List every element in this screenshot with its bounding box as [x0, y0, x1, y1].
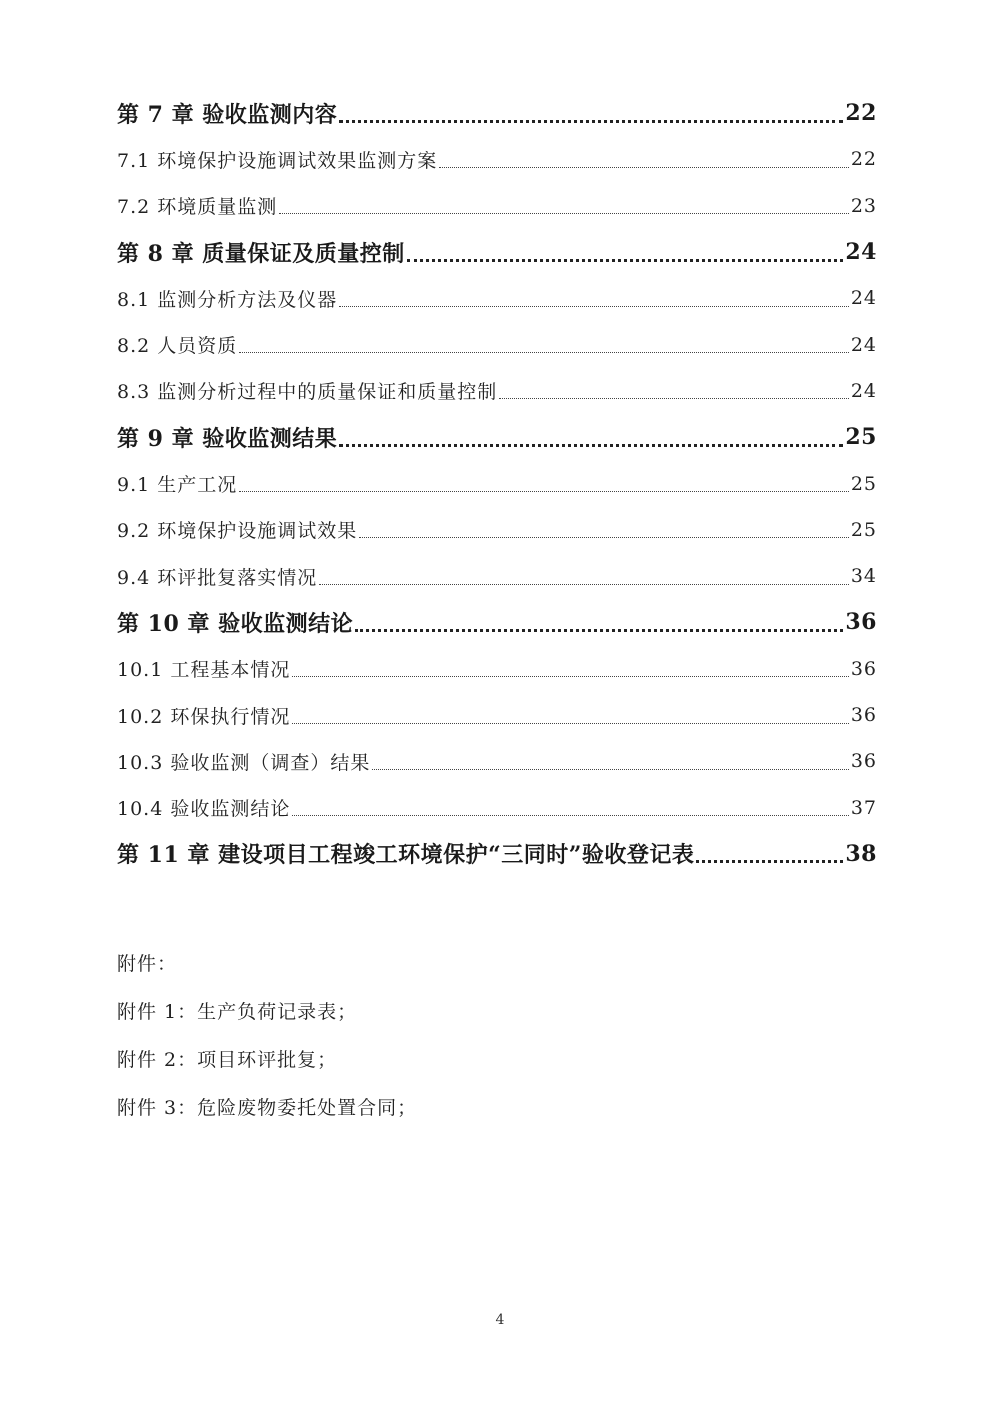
- toc-entry-title: 10.4 验收监测结论: [117, 798, 291, 821]
- toc-entry-page: 37: [850, 796, 877, 819]
- annex-item: 附件 2：项目环评批复；: [117, 1049, 338, 1071]
- toc-entry-page: 36: [850, 704, 877, 726]
- toc-dot-leader: [439, 167, 849, 168]
- toc-dot-leader: [359, 537, 849, 538]
- toc-entry-title: 9.2 环境保护设施调试效果: [117, 520, 358, 543]
- toc-chapter-entry[interactable]: [117, 831, 877, 877]
- toc-entry-title: 第 7 章 验收监测内容: [117, 101, 338, 128]
- toc-dot-leader: [339, 120, 843, 123]
- toc-section-entry[interactable]: [117, 738, 877, 784]
- toc-chapter-entry[interactable]: [117, 599, 877, 645]
- toc-section-entry[interactable]: [117, 183, 877, 229]
- toc-entry-page: 24: [850, 379, 877, 402]
- table-of-contents: [117, 90, 877, 877]
- toc-dot-leader: [339, 444, 843, 447]
- toc-entry-page: 24: [845, 239, 877, 266]
- toc-entry-title: 10.1 工程基本情况: [117, 659, 291, 682]
- toc-dot-leader: [339, 306, 849, 307]
- toc-section-entry[interactable]: [117, 136, 877, 182]
- toc-entry-page: 36: [845, 609, 877, 636]
- toc-dot-leader: [372, 769, 848, 770]
- toc-entry-title: 7.1 环境保护设施调试效果监测方案: [117, 149, 438, 172]
- toc-entry-title: 8.3 监测分析过程中的质量保证和质量控制: [117, 381, 498, 404]
- toc-section-entry[interactable]: [117, 321, 877, 367]
- toc-entry-title: 10.3 验收监测（调查）结果: [117, 751, 371, 774]
- annex-item: 附件 3：危险废物委托处置合同；: [117, 1097, 418, 1119]
- toc-entry-title: 第 10 章 验收监测结论: [117, 610, 354, 637]
- toc-entry-title: 8.2 人员资质: [117, 335, 238, 358]
- toc-entry-title: 9.4 环评批复落实情况: [117, 566, 318, 589]
- annex-heading: 附件：: [117, 953, 178, 975]
- toc-dot-leader: [292, 815, 848, 816]
- toc-chapter-entry[interactable]: [117, 90, 877, 136]
- toc-entry-page: 38: [845, 840, 877, 867]
- toc-section-entry[interactable]: [117, 784, 877, 830]
- toc-entry-page: 34: [850, 565, 877, 588]
- toc-dot-leader: [319, 584, 849, 585]
- toc-entry-page: 25: [850, 518, 877, 541]
- toc-entry-page: 22: [845, 100, 877, 127]
- toc-section-entry[interactable]: [117, 553, 877, 599]
- toc-dot-leader: [239, 352, 849, 353]
- toc-entry-page: 24: [850, 333, 877, 356]
- toc-entry-page: 25: [845, 424, 877, 451]
- toc-entry-title: 8.1 监测分析方法及仪器: [117, 288, 338, 311]
- toc-entry-title: 9.1 生产工况: [117, 474, 238, 497]
- toc-dot-leader: [696, 860, 843, 863]
- annex-list: [117, 940, 817, 1132]
- toc-entry-page: 22: [850, 148, 877, 171]
- toc-section-entry[interactable]: [117, 507, 877, 553]
- toc-section-entry[interactable]: [117, 275, 877, 321]
- toc-entry-page: 23: [850, 194, 877, 217]
- toc-entry-page: 25: [850, 472, 877, 495]
- toc-entry-title: 第 11 章 建设项目工程竣工环境保护“三同时”验收登记表: [117, 842, 695, 869]
- toc-chapter-entry[interactable]: [117, 229, 877, 275]
- toc-entry-title: 第 9 章 验收监测结果: [117, 425, 338, 452]
- annex-item: 附件 1：生产负荷记录表；: [117, 1001, 358, 1023]
- toc-entry-title: 10.2 环保执行情况: [117, 705, 291, 728]
- toc-dot-leader: [279, 213, 849, 214]
- page-number: 4: [495, 1312, 505, 1328]
- toc-section-entry[interactable]: [117, 646, 877, 692]
- toc-dot-leader: [355, 629, 843, 632]
- toc-dot-leader: [292, 676, 848, 677]
- toc-section-entry[interactable]: [117, 692, 877, 738]
- toc-entry-title: 第 8 章 质量保证及质量控制: [117, 240, 405, 267]
- toc-entry-title: 7.2 环境质量监测: [117, 196, 278, 219]
- toc-section-entry[interactable]: [117, 460, 877, 506]
- toc-dot-leader: [239, 491, 849, 492]
- toc-section-entry[interactable]: [117, 368, 877, 414]
- toc-dot-leader: [407, 259, 844, 262]
- toc-chapter-entry[interactable]: [117, 414, 877, 460]
- toc-entry-page: 24: [850, 287, 877, 310]
- toc-entry-page: 36: [850, 750, 877, 773]
- toc-entry-page: 36: [850, 657, 877, 680]
- toc-dot-leader: [499, 398, 849, 399]
- toc-dot-leader: [292, 723, 848, 724]
